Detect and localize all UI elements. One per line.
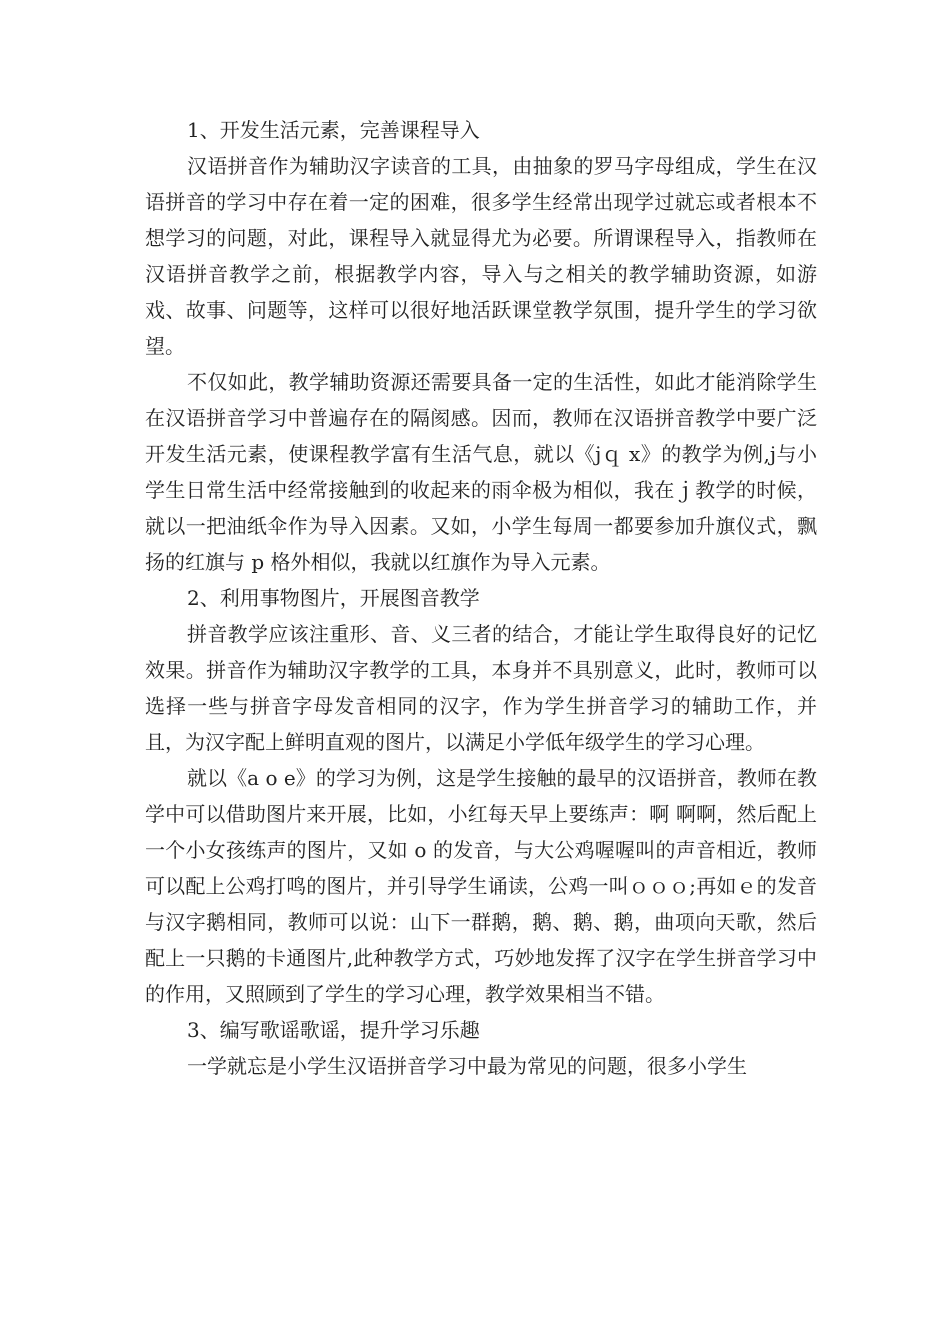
paragraph-course-intro: 汉语拼音作为辅助汉字读音的工具，由抽象的罗马字母组成，学生在汉语拼音的学习中存在着一定的困难，很多学生经常出现学过就忘或者根本不想学习的问题，对此，课程导入就显得尤为必要。所谓课程导入，指教师在汉语拼音教学之前，根据教学内容，导入与之相关的教学辅助资源，如游戏、故事、问题等，这样可以很好地活跃课堂教学氛围，提升学生的学习欲望。 — [145, 154, 817, 358]
paragraph-life-elements: 不仅如此，教学辅助资源还需要具备一定的生活性，如此才能消除学生在汉语拼音学习中普遍存在的隔阂感。因而，教师在汉语拼音教学中要广泛开发生活元素，使课程教学富有生活气息，就以《jｑ x》的教学为例,j与小学生日常生活中经常接触到的收起来的雨伞极为相似，我在ｊ教学的时候，就以一把油纸伞作为导入因素。又如，小学生每周一都要参加升旗仪式，飘扬的红旗与 p 格外相似，我就以红旗作为导入元素。 — [145, 370, 817, 574]
document-page — [145, 112, 817, 1084]
section-heading-1: 1、开发生活元素，完善课程导入 — [187, 118, 480, 142]
paragraph-forgetting-problem: 一学就忘是小学生汉语拼音学习中最为常见的问题，很多小学生 — [187, 1054, 747, 1078]
paragraph-aoe-example: 就以《a o e》的学习为例，这是学生接触的最早的汉语拼音，教师在教学中可以借助图片来开展，比如，小红每天早上要练声：啊 啊啊，然后配上一个小女孩练声的图片，又如 o 的发音，与大公鸡喔喔叫的声音相近，教师可以配上公鸡打鸣的图片，并引导学生诵读，公鸡一叫ｏｏｏ;再如ｅ的发音与汉字鹅相同，教师可以说：山下一群鹅，鹅、鹅、鹅，曲项向天歌，然后配上一只鹅的卡通图片,此种教学方式，巧妙地发挥了汉字在学生拼音学习中的作用，又照顾到了学生的学习心理，教学效果相当不错。 — [145, 766, 817, 1006]
section-heading-2: 2、利用事物图片，开展图音教学 — [187, 586, 480, 610]
section-heading-3: 3、编写歌谣歌谣，提升学习乐趣 — [187, 1018, 480, 1042]
paragraph-form-sound-meaning: 拼音教学应该注重形、音、义三者的结合，才能让学生取得良好的记忆效果。拼音作为辅助汉字教学的工具，本身并不具别意义，此时，教师可以选择一些与拼音字母发音相同的汉字，作为学生拼音学习的辅助工作，并且，为汉字配上鲜明直观的图片，以满足小学低年级学生的学习心理。 — [145, 622, 817, 754]
